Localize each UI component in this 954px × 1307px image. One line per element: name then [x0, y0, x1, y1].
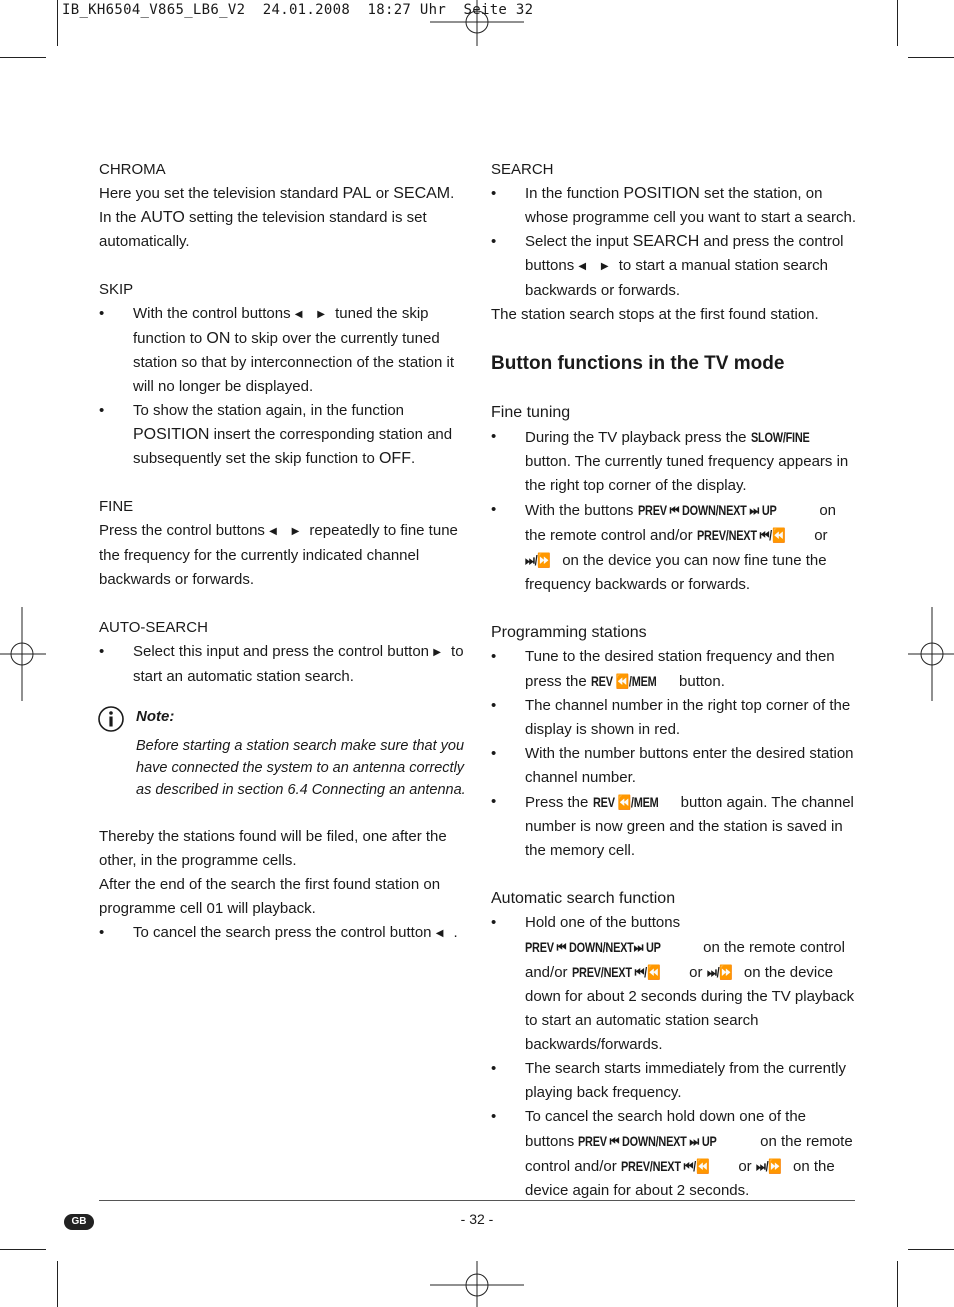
fine-tuning-heading: Fine tuning: [491, 404, 571, 421]
left-right-arrows-icon: ◀ ▶: [269, 526, 306, 537]
skip-heading: SKIP: [99, 281, 134, 298]
language-badge: GB: [64, 1214, 94, 1230]
list-item: • Hold one of the buttons PREV ⏮ DOWN/NEXT⏭ UP on the remote control and/or PREV/NEXT ⏮/⏪ or ⏭/⏩ on the device down for about 2 seconds during the TV playback to start an automatic station search backwards/forwards.: [491, 911, 856, 1057]
footer-rule: [99, 1200, 855, 1201]
right-column: [491, 158, 856, 1203]
programming-list: [491, 645, 856, 863]
list-item: • In the function POSITION set the station, on whose programme cell you want to start a search.: [491, 182, 856, 230]
left-arrow-icon: ◀: [435, 928, 450, 939]
chroma-heading: CHROMA: [99, 161, 166, 178]
left-right-arrows-icon: ◀ ▶: [294, 309, 331, 320]
section-title: Button functions in the TV mode: [491, 353, 785, 374]
fine-text: Press the control buttons ◀ ▶ repeatedly to fine tune the frequency for the currently indicated channel backwards or forwards.: [99, 522, 458, 588]
paragraph: Thereby the stations found will be filed, one after the other, in the programme cells.: [99, 828, 447, 869]
list-item: • Select the input SEARCH and press the control buttons ◀ ▶ to start a manual station search backwards or forwards.: [491, 230, 856, 303]
print-header: IB_KH6504_V865_LB6_V2 24.01.2008 18:27 Uhr Seite 32: [62, 2, 534, 18]
list-item: • Press the REV ⏪/MEM button again. The channel number is now green and the station is saved in the memory cell.: [491, 790, 856, 863]
auto-search-list: [99, 640, 467, 689]
cancel-list: [99, 921, 467, 946]
search-list: [491, 182, 856, 303]
list-item: • With the number buttons enter the desired station channel number.: [491, 742, 856, 790]
auto-search-heading: AUTO-SEARCH: [99, 619, 208, 636]
list-item: • With the control buttons ◀ ▶ tuned the skip function to ON to skip over the currently tuned station so that by interconnection of the station it will no longer be displayed.: [99, 302, 467, 399]
skip-list: [99, 302, 467, 471]
left-column: [99, 158, 467, 946]
page-number: - 32 -: [460, 1211, 494, 1227]
list-item: • To cancel the search hold down one of the buttons PREV ⏮ DOWN/NEXT ⏭ UP on the remote control and/or PREV/NEXT ⏮/⏪ or ⏭/⏩ on the device again for about 2 seconds.: [491, 1105, 856, 1203]
chroma-text: Here you set the television standard PAL or SECAM. In the AUTO setting the television standard is set automatically.: [99, 185, 455, 250]
paragraph: After the end of the search the first found station on programme cell 01 will playback.: [99, 876, 441, 917]
automatic-search-list: [491, 911, 856, 1203]
note-title: Note:: [136, 708, 175, 725]
fine-heading: FINE: [99, 498, 134, 515]
list-item: • Select this input and press the control button ▶ to start an automatic station search.: [99, 640, 467, 689]
list-item: • To cancel the search press the control button ◀ .: [99, 921, 467, 946]
info-icon: [97, 705, 125, 733]
paragraph: The station search stops at the first found station.: [491, 306, 819, 323]
fine-tuning-list: [491, 425, 856, 597]
left-right-arrows-icon: ◀ ▶: [578, 261, 615, 272]
search-heading: SEARCH: [491, 161, 554, 178]
list-item: • The channel number in the right top corner of the display is shown in red.: [491, 694, 856, 742]
list-item: • With the buttons PREV ⏮ DOWN/NEXT ⏭ UP on the remote control and/or PREV/NEXT ⏮/⏪ or ⏭/⏩ on the device you can now fine tune the frequency backwards or forwards.: [491, 498, 856, 597]
note-box: [99, 705, 467, 801]
list-item: • The search starts immediately from the currently playing back frequency.: [491, 1057, 856, 1105]
note-body: Before starting a station search make sure that you have connected the system to an antenna correctly as described in section 6.4 Connecting an antenna.: [136, 738, 466, 798]
automatic-search-heading: Automatic search function: [491, 890, 676, 907]
programming-heading: Programming stations: [491, 624, 647, 641]
list-item: • During the TV playback press the SLOW/FINE button. The currently tuned frequency appears in the right top corner of the display.: [491, 425, 856, 498]
right-arrow-icon: ▶: [433, 647, 447, 658]
list-item: • Tune to the desired station frequency and then press the REV ⏪/MEM button.: [491, 645, 856, 694]
list-item: • To show the station again, in the function POSITION insert the corresponding station and subsequently set the skip function to OFF.: [99, 399, 467, 471]
